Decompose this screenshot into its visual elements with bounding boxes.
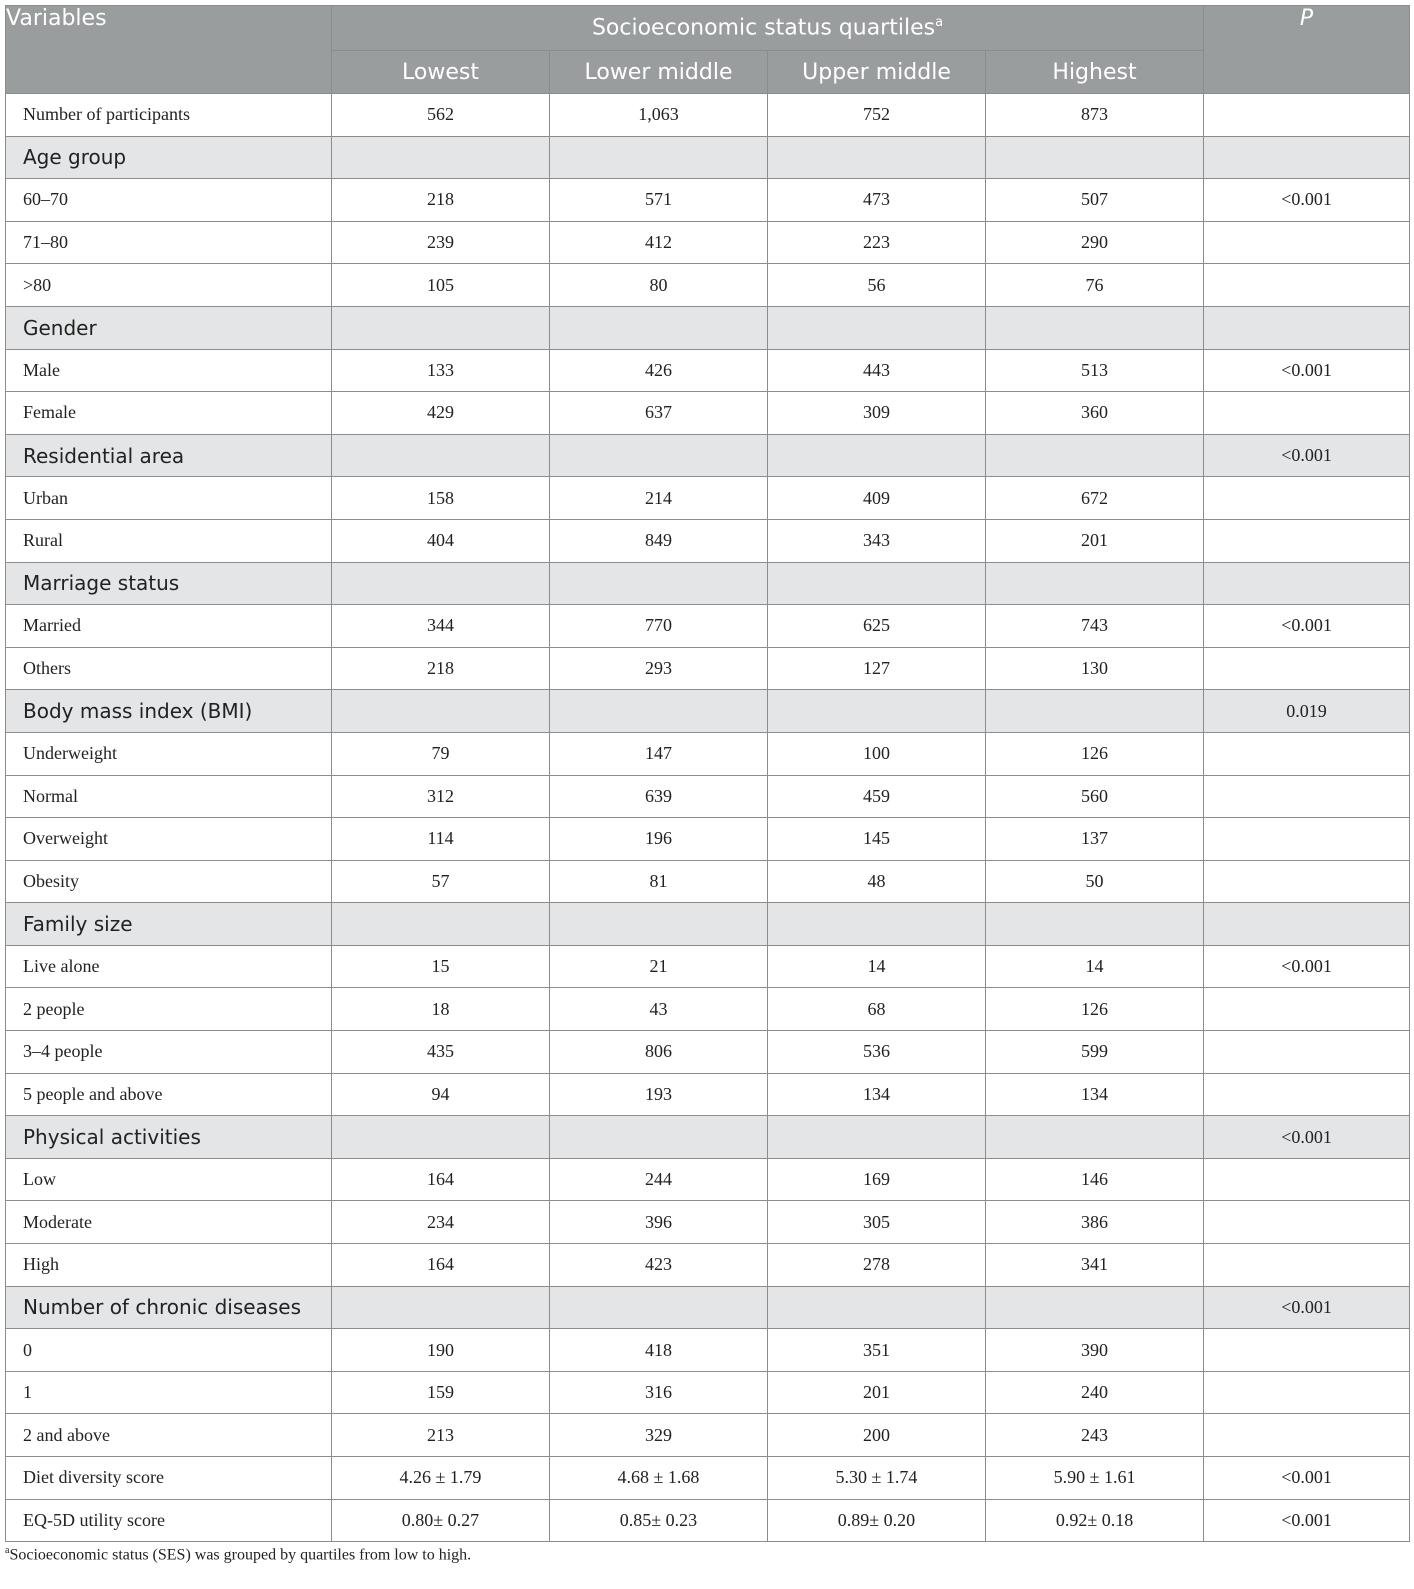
quartile-value-cell: 100 — [768, 732, 986, 775]
quartile-value-cell — [768, 136, 986, 179]
row-label: 5 people and above — [6, 1073, 332, 1116]
quartile-header-upper-middle: Upper middle — [768, 51, 986, 94]
quartile-value-cell: 560 — [986, 775, 1204, 818]
quartile-value-cell: 80 — [550, 264, 768, 307]
quartile-value-cell: 214 — [550, 477, 768, 520]
p-value-cell: <0.001 — [1204, 1499, 1410, 1542]
quartile-value-cell: 213 — [332, 1414, 550, 1457]
p-value-cell — [1204, 775, 1410, 818]
ses-group-title: Socioeconomic status quartiles — [591, 15, 936, 41]
quartile-value-cell: 459 — [768, 775, 986, 818]
quartile-value-cell: 873 — [986, 94, 1204, 137]
quartile-value-cell: 105 — [332, 264, 550, 307]
row-label: Rural — [6, 519, 332, 562]
quartile-value-cell: 126 — [986, 988, 1204, 1031]
quartile-value-cell: 56 — [768, 264, 986, 307]
quartile-value-cell: 344 — [332, 605, 550, 648]
table-row — [6, 392, 1410, 435]
ses-group-footnote-marker: a — [935, 15, 944, 31]
row-label: Live alone — [6, 945, 332, 988]
quartile-value-cell: 305 — [768, 1201, 986, 1244]
quartile-value-cell: 169 — [768, 1158, 986, 1201]
quartile-value-cell: 218 — [332, 647, 550, 690]
quartile-value-cell — [986, 903, 1204, 946]
table-body — [6, 94, 1410, 1542]
quartile-value-cell: 158 — [332, 477, 550, 520]
quartile-value-cell: 435 — [332, 1031, 550, 1074]
quartile-value-cell — [332, 903, 550, 946]
table-row — [6, 775, 1410, 818]
quartile-value-cell: 21 — [550, 945, 768, 988]
quartile-value-cell: 423 — [550, 1244, 768, 1287]
row-label: Married — [6, 605, 332, 648]
quartile-value-cell: 309 — [768, 392, 986, 435]
section-header-row — [6, 690, 1410, 733]
p-value-cell — [1204, 94, 1410, 137]
p-value-cell — [1204, 221, 1410, 264]
quartile-value-cell: 68 — [768, 988, 986, 1031]
p-value-cell — [1204, 1158, 1410, 1201]
section-header-row — [6, 434, 1410, 477]
table-header — [6, 6, 1410, 94]
quartile-value-cell: 134 — [768, 1073, 986, 1116]
quartile-value-cell: 0.80± 0.27 — [332, 1499, 550, 1542]
p-value-cell — [1204, 647, 1410, 690]
quartile-value-cell: 849 — [550, 519, 768, 562]
quartile-value-cell — [332, 1116, 550, 1159]
quartile-value-cell: 239 — [332, 221, 550, 264]
quartile-header-lower-middle: Lower middle — [550, 51, 768, 94]
quartile-value-cell — [550, 306, 768, 349]
quartile-value-cell — [768, 903, 986, 946]
p-value-cell — [1204, 1414, 1410, 1457]
table-row — [6, 1329, 1410, 1372]
quartile-value-cell — [550, 690, 768, 733]
p-value-cell — [1204, 1031, 1410, 1074]
quartile-value-cell — [986, 434, 1204, 477]
ses-quartiles-group-header — [332, 6, 1204, 51]
quartile-value-cell: 190 — [332, 1329, 550, 1372]
quartile-value-cell: 0.92± 0.18 — [986, 1499, 1204, 1542]
quartile-value-cell: 94 — [332, 1073, 550, 1116]
quartile-value-cell — [550, 434, 768, 477]
quartile-value-cell: 743 — [986, 605, 1204, 648]
table-row — [6, 1457, 1410, 1500]
row-label: 2 and above — [6, 1414, 332, 1457]
table-row — [6, 1073, 1410, 1116]
p-value-cell — [1204, 732, 1410, 775]
table-row — [6, 1499, 1410, 1542]
p-value-cell — [1204, 818, 1410, 861]
table-row — [6, 94, 1410, 137]
table-row — [6, 945, 1410, 988]
p-value-cell — [1204, 1371, 1410, 1414]
quartile-value-cell: 164 — [332, 1158, 550, 1201]
quartile-value-cell — [768, 1286, 986, 1329]
table-row — [6, 732, 1410, 775]
section-label: Gender — [6, 306, 332, 349]
quartile-value-cell: 637 — [550, 392, 768, 435]
section-header-row — [6, 562, 1410, 605]
table-row — [6, 605, 1410, 648]
p-value-cell: <0.001 — [1204, 1457, 1410, 1500]
table-row — [6, 349, 1410, 392]
quartile-value-cell: 396 — [550, 1201, 768, 1244]
quartile-value-cell: 137 — [986, 818, 1204, 861]
table-row — [6, 1158, 1410, 1201]
row-label: Overweight — [6, 818, 332, 861]
row-label: Moderate — [6, 1201, 332, 1244]
quartile-value-cell: 672 — [986, 477, 1204, 520]
quartile-value-cell: 234 — [332, 1201, 550, 1244]
p-value-cell — [1204, 306, 1410, 349]
p-value-cell — [1204, 1329, 1410, 1372]
quartile-value-cell: 5.30 ± 1.74 — [768, 1457, 986, 1500]
quartile-value-cell: 14 — [768, 945, 986, 988]
quartile-value-cell: 625 — [768, 605, 986, 648]
p-value-cell: <0.001 — [1204, 434, 1410, 477]
p-value-cell — [1204, 1073, 1410, 1116]
quartile-value-cell: 200 — [768, 1414, 986, 1457]
quartile-value-cell: 473 — [768, 179, 986, 222]
quartile-value-cell: 752 — [768, 94, 986, 137]
quartile-value-cell: 134 — [986, 1073, 1204, 1116]
header-row-top — [6, 6, 1410, 51]
table-row — [6, 519, 1410, 562]
quartile-value-cell: 343 — [768, 519, 986, 562]
quartile-value-cell: 15 — [332, 945, 550, 988]
quartile-value-cell: 0.85± 0.23 — [550, 1499, 768, 1542]
quartile-value-cell — [332, 1286, 550, 1329]
row-label: >80 — [6, 264, 332, 307]
quartile-value-cell: 513 — [986, 349, 1204, 392]
row-label: 3–4 people — [6, 1031, 332, 1074]
row-label: Obesity — [6, 860, 332, 903]
quartile-value-cell: 196 — [550, 818, 768, 861]
quartile-value-cell: 412 — [550, 221, 768, 264]
quartile-value-cell: 290 — [986, 221, 1204, 264]
p-value-cell — [1204, 264, 1410, 307]
quartile-value-cell — [986, 690, 1204, 733]
table-row — [6, 1244, 1410, 1287]
quartile-value-cell: 218 — [332, 179, 550, 222]
section-label: Number of chronic diseases — [6, 1286, 332, 1329]
section-header-row — [6, 903, 1410, 946]
table-row — [6, 647, 1410, 690]
section-label: Marriage status — [6, 562, 332, 605]
p-value-cell — [1204, 477, 1410, 520]
table-row — [6, 477, 1410, 520]
quartile-value-cell — [986, 136, 1204, 179]
row-label: 60–70 — [6, 179, 332, 222]
quartile-value-cell — [550, 903, 768, 946]
row-label: Low — [6, 1158, 332, 1201]
quartile-value-cell — [550, 1116, 768, 1159]
quartile-value-cell: 81 — [550, 860, 768, 903]
quartile-value-cell: 507 — [986, 179, 1204, 222]
quartile-value-cell: 223 — [768, 221, 986, 264]
quartile-value-cell: 360 — [986, 392, 1204, 435]
p-value-cell — [1204, 519, 1410, 562]
quartile-value-cell: 426 — [550, 349, 768, 392]
quartile-value-cell — [332, 306, 550, 349]
row-label: 0 — [6, 1329, 332, 1372]
section-label: Physical activities — [6, 1116, 332, 1159]
quartile-value-cell: 293 — [550, 647, 768, 690]
row-label: EQ-5D utility score — [6, 1499, 332, 1542]
p-value-cell — [1204, 136, 1410, 179]
table-row — [6, 1414, 1410, 1457]
quartile-value-cell: 312 — [332, 775, 550, 818]
section-label: Body mass index (BMI) — [6, 690, 332, 733]
p-value-cell — [1204, 988, 1410, 1031]
quartile-value-cell: 806 — [550, 1031, 768, 1074]
quartile-value-cell: 193 — [550, 1073, 768, 1116]
table-row — [6, 1371, 1410, 1414]
p-value-cell: <0.001 — [1204, 605, 1410, 648]
quartile-value-cell: 4.68 ± 1.68 — [550, 1457, 768, 1500]
row-label: Diet diversity score — [6, 1457, 332, 1500]
quartile-value-cell — [986, 562, 1204, 605]
quartile-value-cell: 145 — [768, 818, 986, 861]
quartile-value-cell: 329 — [550, 1414, 768, 1457]
quartile-value-cell: 1,063 — [550, 94, 768, 137]
quartile-value-cell — [768, 306, 986, 349]
quartile-value-cell: 390 — [986, 1329, 1204, 1372]
quartile-value-cell: 351 — [768, 1329, 986, 1372]
quartile-value-cell: 278 — [768, 1244, 986, 1287]
quartile-value-cell: 147 — [550, 732, 768, 775]
quartile-value-cell — [332, 690, 550, 733]
quartile-header-lowest: Lowest — [332, 51, 550, 94]
quartile-value-cell: 386 — [986, 1201, 1204, 1244]
quartile-value-cell: 341 — [986, 1244, 1204, 1287]
quartile-value-cell: 418 — [550, 1329, 768, 1372]
quartile-value-cell: 409 — [768, 477, 986, 520]
row-label: Others — [6, 647, 332, 690]
quartile-value-cell: 4.26 ± 1.79 — [332, 1457, 550, 1500]
quartile-value-cell — [332, 136, 550, 179]
quartile-value-cell — [768, 1116, 986, 1159]
quartile-value-cell — [986, 1286, 1204, 1329]
row-label: Normal — [6, 775, 332, 818]
quartile-value-cell: 48 — [768, 860, 986, 903]
quartile-value-cell: 79 — [332, 732, 550, 775]
row-label: 2 people — [6, 988, 332, 1031]
quartile-value-cell: 201 — [986, 519, 1204, 562]
quartile-value-cell: 443 — [768, 349, 986, 392]
table-row — [6, 221, 1410, 264]
quartile-value-cell: 159 — [332, 1371, 550, 1414]
quartile-value-cell: 164 — [332, 1244, 550, 1287]
p-value-cell — [1204, 860, 1410, 903]
table-row — [6, 179, 1410, 222]
quartile-value-cell: 240 — [986, 1371, 1204, 1414]
p-value-cell — [1204, 562, 1410, 605]
row-label: High — [6, 1244, 332, 1287]
section-header-row — [6, 306, 1410, 349]
quartile-value-cell: 57 — [332, 860, 550, 903]
quartile-value-cell — [550, 136, 768, 179]
p-value-column-header: P — [1204, 6, 1410, 94]
quartile-value-cell: 18 — [332, 988, 550, 1031]
table-row — [6, 860, 1410, 903]
p-value-cell: <0.001 — [1204, 179, 1410, 222]
section-header-row — [6, 136, 1410, 179]
p-value-cell — [1204, 392, 1410, 435]
quartile-value-cell — [986, 306, 1204, 349]
quartile-value-cell: 201 — [768, 1371, 986, 1414]
quartile-value-cell: 50 — [986, 860, 1204, 903]
p-value-cell: <0.001 — [1204, 1286, 1410, 1329]
table-row — [6, 1201, 1410, 1244]
quartile-value-cell: 770 — [550, 605, 768, 648]
quartile-value-cell: 43 — [550, 988, 768, 1031]
p-value-cell: <0.001 — [1204, 1116, 1410, 1159]
quartile-value-cell — [768, 434, 986, 477]
footnote-text: Socioeconomic status (SES) was grouped by quartiles from low to high. — [9, 1546, 472, 1564]
quartile-header-highest: Highest — [986, 51, 1204, 94]
row-label: Underweight — [6, 732, 332, 775]
section-header-row — [6, 1286, 1410, 1329]
ses-quartiles-table — [5, 5, 1410, 1542]
section-label: Age group — [6, 136, 332, 179]
row-label: 1 — [6, 1371, 332, 1414]
table-row — [6, 988, 1410, 1031]
quartile-value-cell — [986, 1116, 1204, 1159]
quartile-value-cell: 126 — [986, 732, 1204, 775]
quartile-value-cell: 243 — [986, 1414, 1204, 1457]
p-value-cell: <0.001 — [1204, 945, 1410, 988]
quartile-value-cell — [332, 562, 550, 605]
quartile-value-cell: 0.89± 0.20 — [768, 1499, 986, 1542]
quartile-value-cell — [768, 690, 986, 733]
row-label: Urban — [6, 477, 332, 520]
quartile-value-cell: 127 — [768, 647, 986, 690]
section-header-row — [6, 1116, 1410, 1159]
p-value-cell: 0.019 — [1204, 690, 1410, 733]
quartile-value-cell: 146 — [986, 1158, 1204, 1201]
quartile-value-cell — [550, 1286, 768, 1329]
quartile-value-cell — [768, 562, 986, 605]
row-label: 71–80 — [6, 221, 332, 264]
row-label: Female — [6, 392, 332, 435]
quartile-value-cell: 133 — [332, 349, 550, 392]
quartile-value-cell: 14 — [986, 945, 1204, 988]
table-footnote — [5, 1545, 471, 1564]
quartile-value-cell: 599 — [986, 1031, 1204, 1074]
row-label: Male — [6, 349, 332, 392]
p-value-cell — [1204, 1244, 1410, 1287]
table-row — [6, 264, 1410, 307]
p-value-cell — [1204, 1201, 1410, 1244]
row-label: Number of participants — [6, 94, 332, 137]
p-value-cell: <0.001 — [1204, 349, 1410, 392]
quartile-value-cell: 639 — [550, 775, 768, 818]
quartile-value-cell: 316 — [550, 1371, 768, 1414]
section-label: Residential area — [6, 434, 332, 477]
variables-column-header: Variables — [6, 6, 332, 94]
quartile-value-cell — [332, 434, 550, 477]
quartile-value-cell: 571 — [550, 179, 768, 222]
quartile-value-cell — [550, 562, 768, 605]
footnote-marker: a — [5, 1545, 10, 1556]
quartile-value-cell: 5.90 ± 1.61 — [986, 1457, 1204, 1500]
quartile-value-cell: 244 — [550, 1158, 768, 1201]
table-row — [6, 818, 1410, 861]
quartile-value-cell: 130 — [986, 647, 1204, 690]
table-row — [6, 1031, 1410, 1074]
quartile-value-cell: 114 — [332, 818, 550, 861]
p-value-cell — [1204, 903, 1410, 946]
quartile-value-cell: 76 — [986, 264, 1204, 307]
quartile-value-cell: 404 — [332, 519, 550, 562]
section-label: Family size — [6, 903, 332, 946]
quartile-value-cell: 536 — [768, 1031, 986, 1074]
quartile-value-cell: 562 — [332, 94, 550, 137]
quartile-value-cell: 429 — [332, 392, 550, 435]
